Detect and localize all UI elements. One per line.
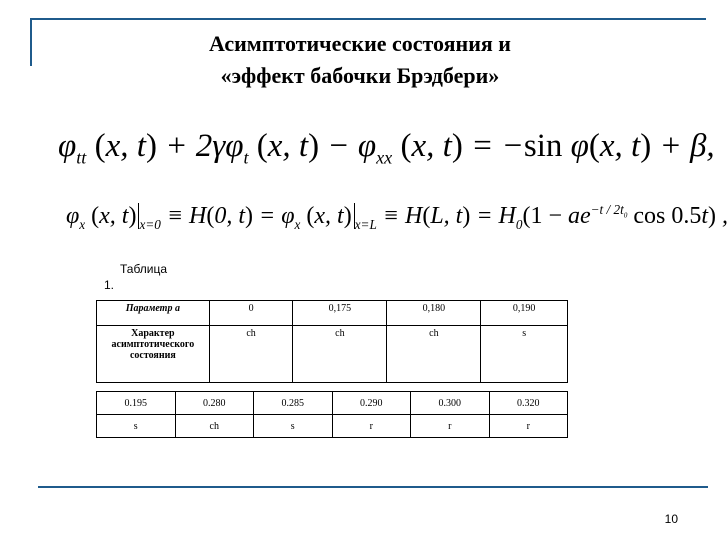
table-cell: r <box>489 415 568 438</box>
table-cell: 0,180 <box>387 301 481 326</box>
left-accent <box>30 18 32 66</box>
table-cell: 0.320 <box>489 392 568 415</box>
title-line-2: «эффект бабочки Брэдбери» <box>220 63 500 88</box>
page-number: 10 <box>664 512 678 526</box>
equation-sine-gordon: $\varphi_{tt}$ (x, $t) + 2\gamma\varphi_t$ (x, $t) - \varphi_{xx}$ (x, t) = −sin φ(x, t) + β, <box>58 128 715 168</box>
table-row <box>97 415 568 438</box>
table-cell: 0.290 <box>332 392 411 415</box>
table-cell: ch <box>175 415 254 438</box>
table-cell: 0.280 <box>175 392 254 415</box>
table-row <box>97 392 568 415</box>
table-cell: ch <box>387 326 481 383</box>
equation-boundary-conditions: $\varphi_x$ (x, t) $_{x=0}$ ≡ H(0, $t) = \varphi_x$ (x, t) $_{x=L}$ ≡ H(L, $t) = H_0(1 - ae^{-t / 2t_0}$ cos 0.5t) , <box>66 202 728 232</box>
table-caption-number: 1. <box>104 278 115 292</box>
slide-title <box>100 28 620 92</box>
table-header-cell: Характер асимптотического состояния <box>97 326 210 383</box>
table-cell: 0 <box>209 301 293 326</box>
top-divider <box>30 18 706 20</box>
table-row <box>97 301 568 326</box>
table-cell: s <box>481 326 568 383</box>
parameter-table <box>96 300 568 383</box>
table-cell: 0.300 <box>411 392 490 415</box>
table-cell: s <box>97 415 176 438</box>
table-cell: ch <box>209 326 293 383</box>
table-cell: r <box>411 415 490 438</box>
title-line-1: Асимптотические состояния и <box>209 31 511 56</box>
table-row <box>97 326 568 383</box>
table-caption: Таблица <box>120 262 168 276</box>
continuation-table <box>96 391 568 438</box>
table-cell: r <box>332 415 411 438</box>
table-header-cell: Параметр a <box>97 301 210 326</box>
table-cell: ch <box>293 326 387 383</box>
table-cell: 0.195 <box>97 392 176 415</box>
table-cell: 0,175 <box>293 301 387 326</box>
table-cell: 0.285 <box>254 392 333 415</box>
bottom-divider <box>38 486 708 488</box>
table-cell: 0,190 <box>481 301 568 326</box>
table-cell: s <box>254 415 333 438</box>
